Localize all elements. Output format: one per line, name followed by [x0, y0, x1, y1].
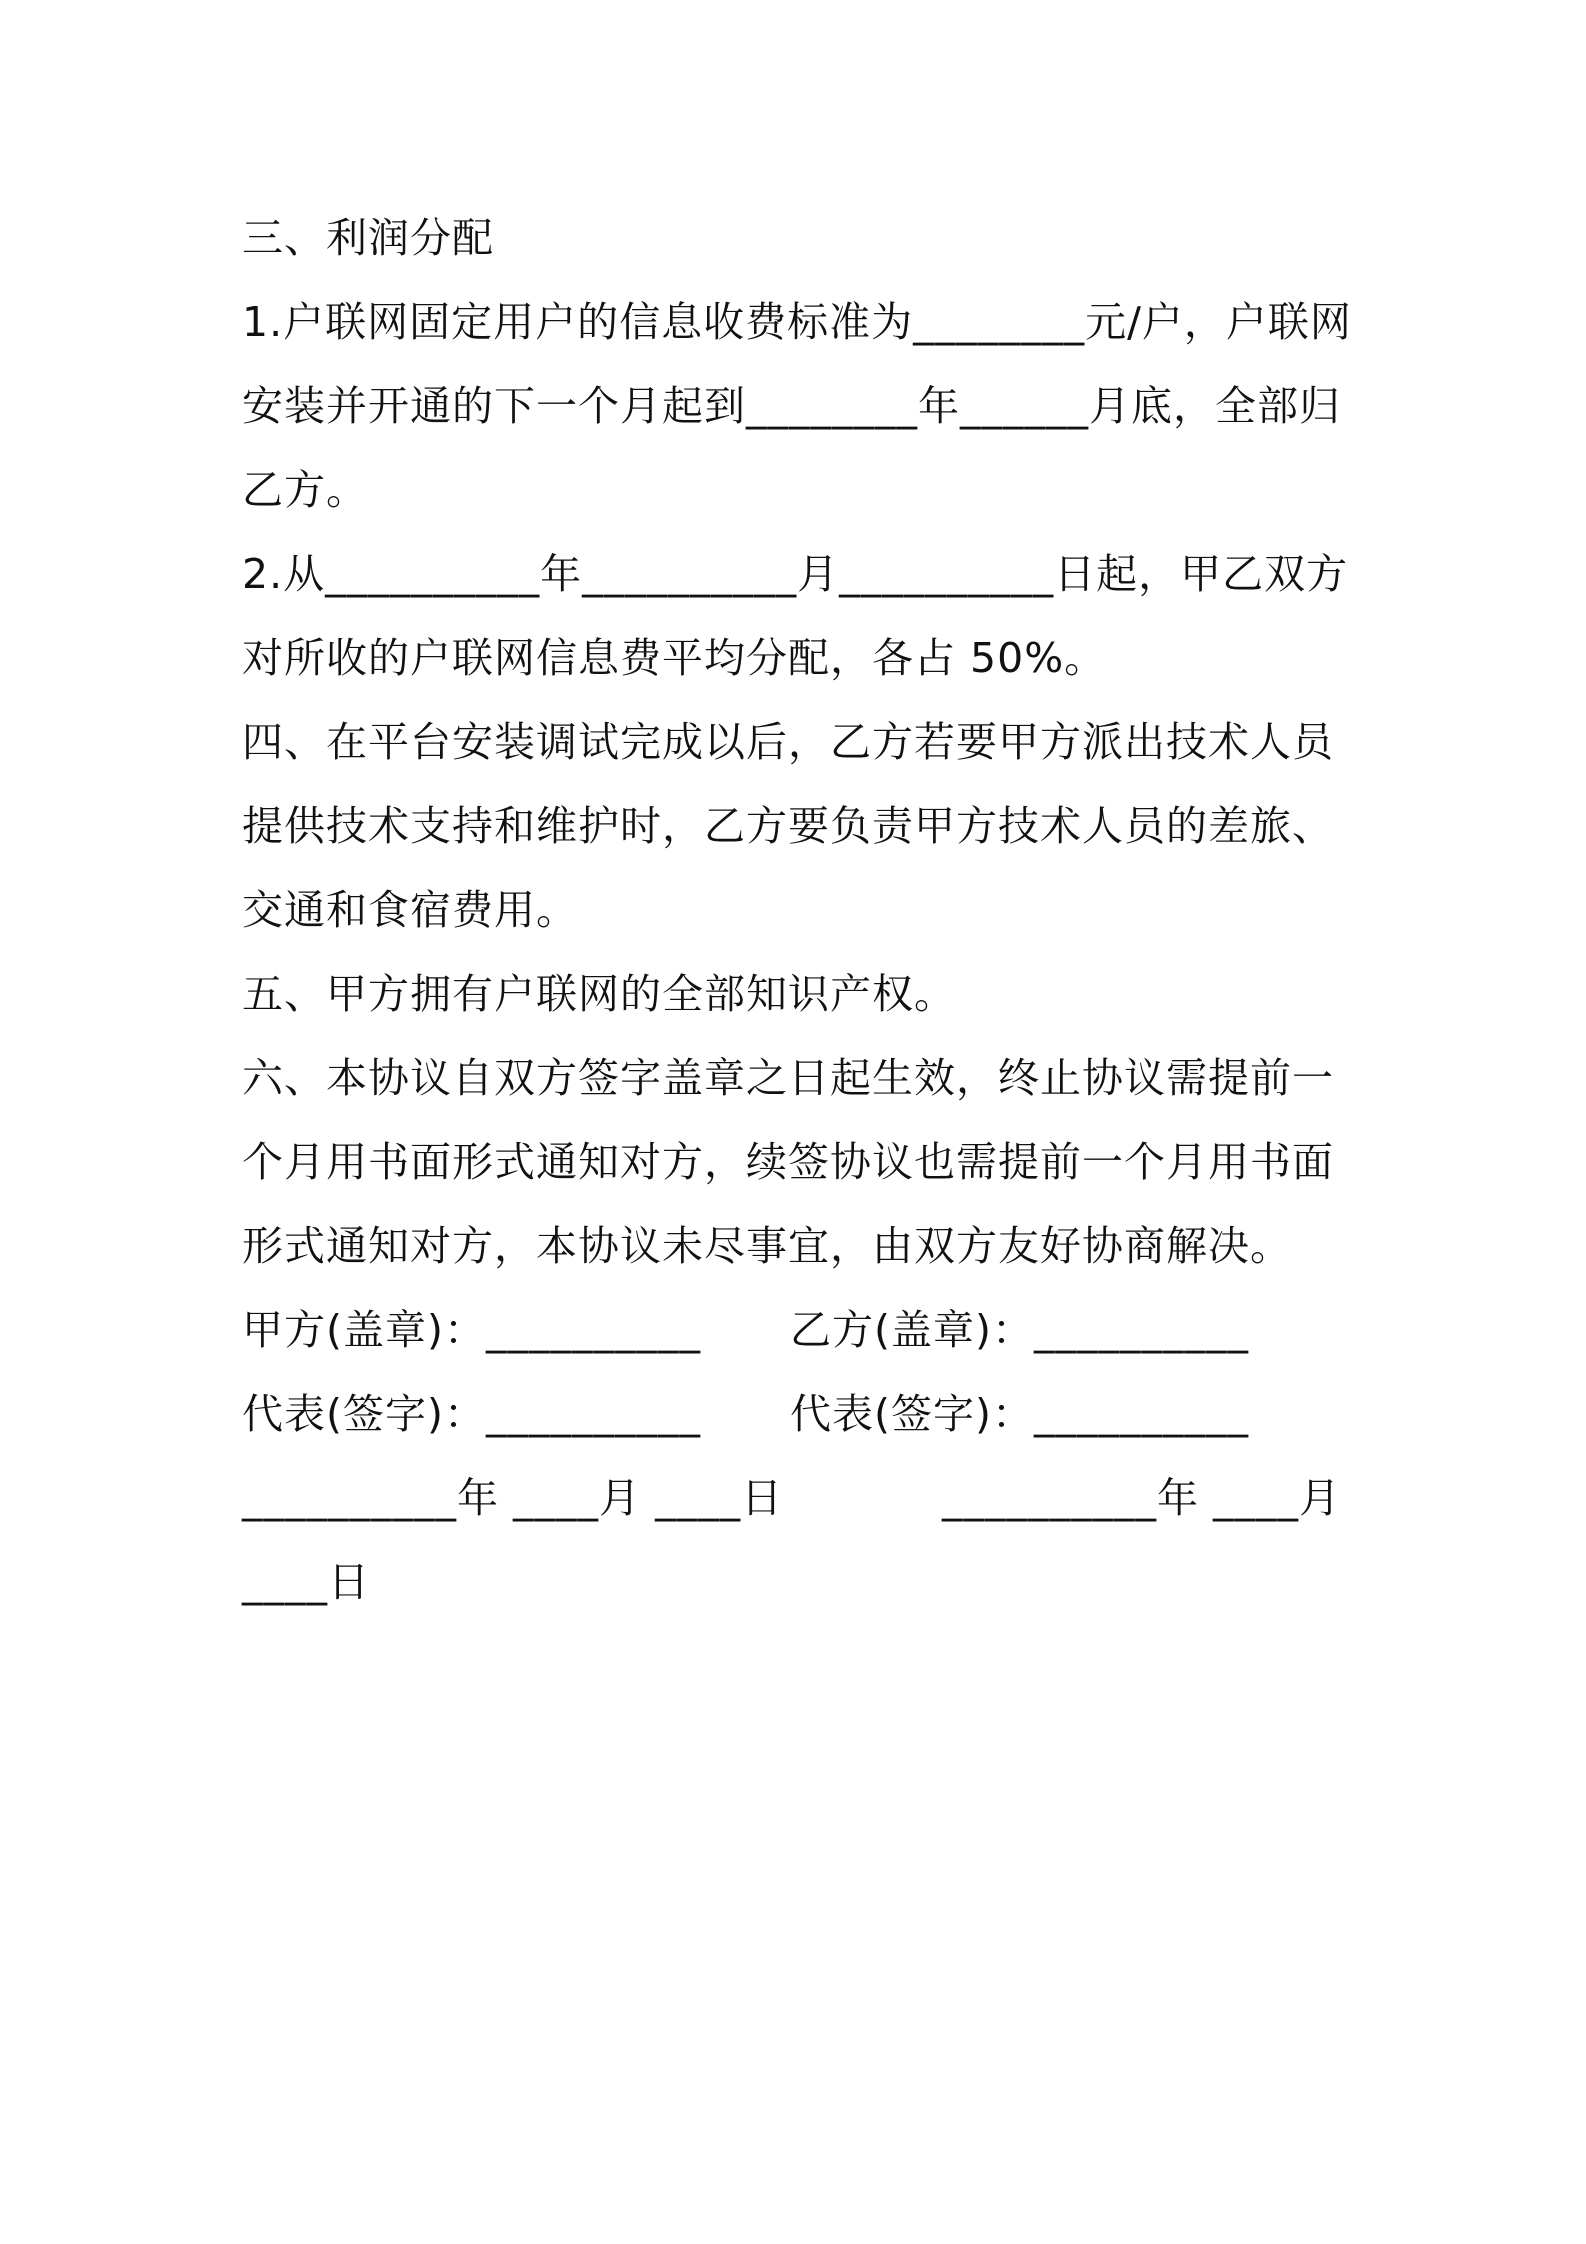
section-5-line-1: 五、甲方拥有户联网的全部知识产权。 — [242, 970, 956, 1018]
section-4-line-3: 交通和食宿费用。 — [242, 886, 578, 934]
section-heading-profit: 三、利润分配 — [242, 214, 494, 262]
section-6-line-1: 六、本协议自双方签字盖章之日起生效，终止协议需提前一 — [242, 1054, 1334, 1102]
party-b-date-day: ____日 — [242, 1558, 370, 1606]
representative-row — [242, 1372, 1362, 1456]
clause-1-line-2: 安装并开通的下一个月起到________年______月底，全部归 — [242, 382, 1341, 430]
party-a-seal: 甲方(盖章)：__________ — [242, 1306, 701, 1354]
clause-2-line-1: 2.从__________年__________月__________日起，甲乙双方 — [242, 550, 1349, 598]
document-body — [242, 196, 1362, 1624]
seal-row — [242, 1288, 1362, 1372]
clause-1-line-3: 乙方。 — [242, 466, 368, 514]
section-6-line-3: 形式通知对方，本协议未尽事宜，由双方友好协商解决。 — [242, 1222, 1292, 1270]
party-b-seal: 乙方(盖章)：__________ — [790, 1306, 1249, 1354]
party-a-representative: 代表(签字)：__________ — [242, 1390, 701, 1438]
clause-1-line-1: 1.户联网固定用户的信息收费标准为________元/户，户联网 — [242, 298, 1352, 346]
party-a-date: __________年 ____月 ____日 — [242, 1474, 784, 1522]
section-4-line-2: 提供技术支持和维护时，乙方要负责甲方技术人员的差旅、 — [242, 802, 1334, 850]
party-b-representative: 代表(签字)：__________ — [790, 1390, 1249, 1438]
section-6-line-2: 个月用书面形式通知对方，续签协议也需提前一个月用书面 — [242, 1138, 1334, 1186]
section-4-line-1: 四、在平台安装调试完成以后，乙方若要甲方派出技术人员 — [242, 718, 1334, 766]
clause-2-line-2: 对所收的户联网信息费平均分配，各占 50%。 — [242, 634, 1107, 682]
date-row — [242, 1456, 1362, 1540]
party-b-date: __________年 ____月 — [942, 1474, 1342, 1522]
date-row-continued — [242, 1540, 1362, 1624]
